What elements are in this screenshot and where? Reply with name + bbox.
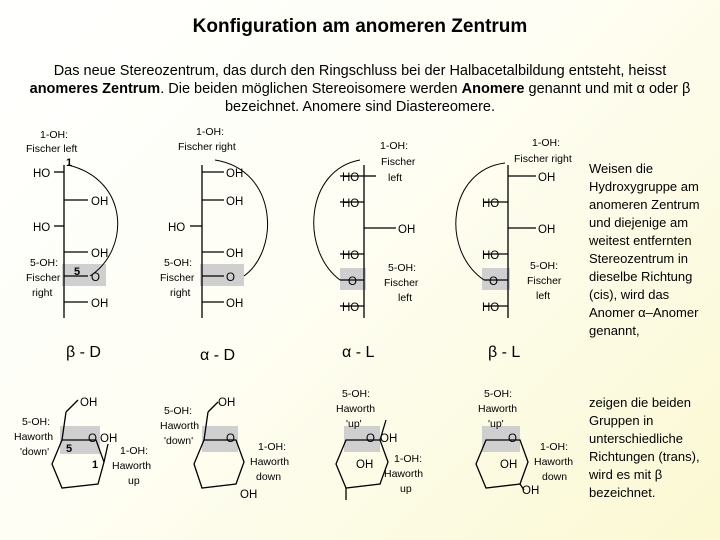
group-label: HO <box>482 198 500 210</box>
label-bottom: 5-OH: <box>164 257 193 269</box>
label-c5: 5-OH: <box>484 388 513 400</box>
group-label: HO <box>33 168 51 180</box>
group-label: OH <box>538 172 556 184</box>
bond <box>208 402 218 412</box>
page-title: Konfiguration am anomeren Zentrum <box>192 16 528 37</box>
label-c1: 1-OH: <box>258 441 287 453</box>
label-bottom: right <box>170 287 191 299</box>
anomer-name: β - L <box>488 344 521 361</box>
label-bottom: right <box>32 287 53 299</box>
ring-oxygen: O <box>348 276 357 288</box>
label-top: Fischer <box>381 156 416 168</box>
fischer-alpha-l <box>314 140 419 361</box>
haworth-alpha-d <box>160 397 289 501</box>
group-label: OH <box>226 248 244 260</box>
label-c1: Haworth <box>250 456 290 468</box>
label-c1: 1-OH: <box>394 453 423 465</box>
position-number-5: 5 <box>74 266 81 278</box>
group-label: OH <box>538 224 556 236</box>
label-top: Fischer left <box>26 143 78 155</box>
group-label: OH <box>91 248 109 260</box>
label-top: Fischer right <box>514 153 572 165</box>
label-bottom: Fischer <box>527 275 562 287</box>
label-c5: Haworth <box>478 403 518 415</box>
group-label: HO <box>482 302 500 314</box>
intro-text-1: Das neue Stereozentrum, das durch den Ringschluss bei der Halbacetalbildung entsteht, heisst <box>53 63 667 79</box>
label-c1: Haworth <box>384 468 424 480</box>
label-bottom: left <box>536 290 551 302</box>
label-c5: 'up' <box>346 418 362 430</box>
bond <box>104 444 108 462</box>
group-label: OH <box>91 298 109 310</box>
label-bottom: 5-OH: <box>530 260 559 272</box>
label-top: 1-OH: <box>380 140 409 152</box>
group-label: HO <box>342 302 360 314</box>
label-bottom: Fischer <box>160 272 195 284</box>
haworth-alpha-l <box>336 388 423 500</box>
side-text-alpha: Weisen die Hydroxygruppe am anomeren Zentrum und diejenige am weitest entfernten Stereozentrum in dieselbe Richtung (cis), wird das Anomer α–Anomer genannt, <box>589 161 700 338</box>
ch2oh-group: OH <box>80 397 98 409</box>
lower-oh: OH <box>356 459 374 471</box>
label-top: Fischer right <box>178 141 236 153</box>
label-c1: down <box>256 471 282 483</box>
label-c5: 5-OH: <box>22 416 51 428</box>
label-c5: 'down' <box>20 446 50 458</box>
anomer-name: β - D <box>66 344 101 361</box>
position-number-5: 5 <box>66 443 73 455</box>
label-bottom: left <box>398 292 413 304</box>
ring-oxygen: O <box>226 272 235 284</box>
label-c5: 'down' <box>164 435 194 447</box>
bond <box>66 400 78 412</box>
label-bottom: Fischer <box>26 272 61 284</box>
haworth-beta-l <box>476 388 573 497</box>
fischer-beta-d <box>26 129 118 361</box>
anomeric-oh: OH <box>522 485 540 497</box>
label-top: 1-OH: <box>532 137 561 149</box>
group-label: OH <box>398 224 416 236</box>
label-bottom: 5-OH: <box>30 257 59 269</box>
ring-oxygen: O <box>88 433 97 445</box>
anomer-name: α - L <box>342 344 375 361</box>
term-anomeric-center: anomeres Zentrum <box>29 81 161 97</box>
label-c5: 5-OH: <box>164 405 193 417</box>
group-label: HO <box>342 172 360 184</box>
label-c1: 1-OH: <box>540 441 569 453</box>
label-c5: 5-OH: <box>342 388 371 400</box>
position-number-1: 1 <box>92 459 99 471</box>
lower-oh: OH <box>500 459 518 471</box>
ring-oxygen: O <box>226 433 235 445</box>
highlight-c5 <box>200 264 244 286</box>
ring-oxygen: O <box>366 433 375 445</box>
label-bottom: 5-OH: <box>388 262 417 274</box>
intro-text-2: . Die beiden möglichen Stereoisomere werden <box>160 81 462 97</box>
label-c1: Haworth <box>112 460 152 472</box>
ring-oxygen: O <box>508 433 517 445</box>
label-top: 1-OH: <box>196 126 225 138</box>
term-anomers: Anomere <box>461 81 525 97</box>
label-c5: Haworth <box>336 403 376 415</box>
label-c5: Haworth <box>160 420 200 432</box>
fischer-alpha-d <box>160 126 268 364</box>
anomeric-oh: OH <box>240 489 258 501</box>
ring-oxygen: O <box>489 276 498 288</box>
anomeric-oh: OH <box>100 433 118 445</box>
label-c5: Haworth <box>14 431 54 443</box>
intro-text-3: genannt und mit α oder β bezeichnet. Anomere sind Diastereomere. <box>224 81 691 115</box>
label-top: 1-OH: <box>40 129 69 141</box>
group-label: HO <box>33 222 51 234</box>
anomer-name: α - D <box>200 347 236 364</box>
anomeric-oh: OH <box>380 433 398 445</box>
group-label: OH <box>226 168 244 180</box>
label-c5: 'up' <box>488 418 504 430</box>
ring-arc <box>456 163 505 280</box>
ring-oxygen: O <box>91 272 100 284</box>
label-bottom: Fischer <box>384 277 419 289</box>
group-label: HO <box>482 250 500 262</box>
group-label: OH <box>226 298 244 310</box>
group-label: HO <box>342 250 360 262</box>
label-c1: down <box>542 471 568 483</box>
group-label: HO <box>168 222 186 234</box>
label-c1: up <box>400 483 412 495</box>
ch2oh-group: OH <box>218 397 236 409</box>
label-c1: up <box>128 475 140 487</box>
label-top: left <box>388 172 403 184</box>
fischer-beta-l <box>456 137 572 361</box>
group-label: OH <box>226 196 244 208</box>
group-label: OH <box>91 196 109 208</box>
side-text-beta: zeigen die beiden Gruppen in unterschiedliche Richtungen (trans), wird es mit β bezeichnet. <box>589 395 700 500</box>
label-c1: 1-OH: <box>120 445 149 457</box>
group-label: HO <box>342 198 360 210</box>
label-c1: Haworth <box>534 456 574 468</box>
position-number-1: 1 <box>66 157 73 169</box>
haworth-beta-d <box>14 397 151 488</box>
